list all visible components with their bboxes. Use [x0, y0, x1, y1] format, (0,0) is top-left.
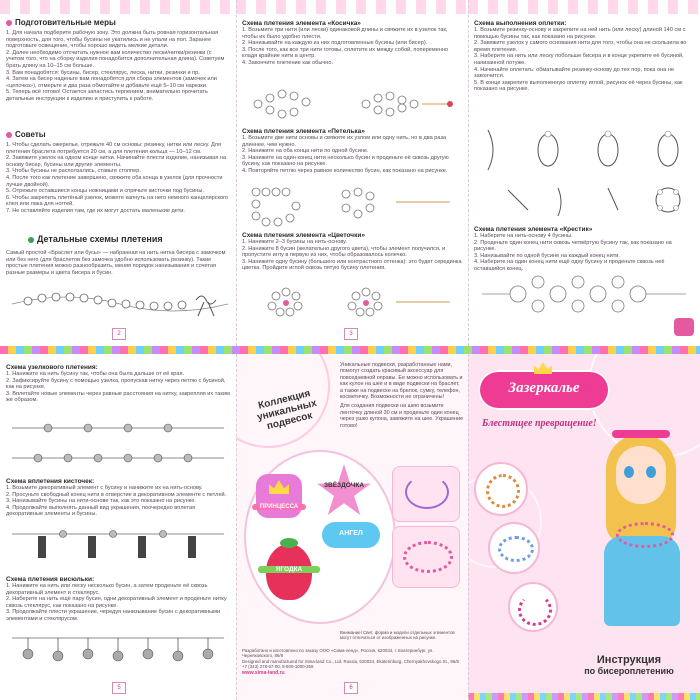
- pendant-item-1: 1. Нанижите на нить или леску несколько бусин, а затем проденьте её сквозь декоративный элемент и стеклярус.: [6, 583, 208, 596]
- tip-item-6: 6. Чтобы закрепить плетёный узелок, можете капнуть на него немного канцелярского клея или лака для ногтей.: [6, 194, 229, 208]
- bracelet-diagram: [8, 282, 232, 324]
- manufacturer-block: [242, 640, 464, 676]
- cross-title: Схема плетения элемента «Крестик»: [474, 226, 593, 233]
- fold-line: [468, 0, 469, 346]
- pendant-section: [6, 576, 230, 623]
- photo-necklaces: [508, 582, 558, 632]
- prep-title-text: Подготовительные меры: [15, 18, 116, 27]
- photo-bracelets: [488, 522, 540, 574]
- tip-item-1: 1. Чтобы сделать ожерелье, отрежьте 40 см основы: резинку, нитки или леску. Для плетения браслета потребуется 20 см, а для плетения кольца — 10–12 см.: [6, 142, 222, 155]
- flower-diagram: [246, 282, 458, 322]
- manufacturer-text: Разработано и изготовлено по заказу ООО «Сима-ленд», Россия, 620034, г. Екатеринбург, ул. Черняховского, 86/8: [242, 648, 434, 659]
- flower-icon: [6, 20, 12, 26]
- page-number: 3: [344, 328, 358, 340]
- prep-item-3: 3. Вам понадобятся: бусины, бисер, стеклярус, леска, нитки, резинки и пр.: [6, 69, 200, 76]
- warning-text: Внимание! Свет, форма и модели отдельных элементов могут отличаться от изображенных на рисунке.: [340, 630, 455, 641]
- loop-section: [242, 128, 462, 175]
- tips-title: [6, 130, 230, 139]
- strawberry-label: ЯГОДКА: [258, 566, 320, 573]
- page-knot-tassel-pendant: [0, 354, 236, 700]
- doll-face: [616, 446, 666, 504]
- pendant-item-2: 2. Наберите на нить ещё пару бусин, одни декоративный элемент и проденьте нитку сквозь стеклярус, как показано на рисунке.: [6, 596, 227, 609]
- knot-diagram: [8, 414, 228, 474]
- wrap-diagram: [478, 120, 690, 220]
- wrap-item-1: 1. Возьмите резинку-основу и закрепите на ней нить (или леску) длиной 140 см с помощью бусины так, как показано на рисунке.: [474, 27, 686, 40]
- loop-title: Схема плетения элемента «Петелька»: [242, 128, 365, 135]
- collection-title-text: Коллекция уникальных подвесок: [256, 388, 318, 433]
- flower-title: Схема плетения элемента «Цветочки»: [242, 232, 365, 239]
- cover-subtitle: [564, 654, 694, 676]
- tassel-section: [6, 478, 230, 518]
- pendant-princess: [256, 474, 302, 528]
- brand-logo-badge: [478, 370, 610, 410]
- subtitle-line-1: Инструкция: [596, 654, 662, 666]
- leaf-icon: [280, 538, 298, 548]
- instruction-text: Для создания подвески на шею возьмите ленточку длиной 30 см и проденьте один конец через ушко кулона, завяжите на шее. Украшение готово!: [340, 403, 464, 429]
- doll-headband: [612, 430, 670, 438]
- pendant-diagram: [8, 626, 228, 676]
- photo-bracelet: [392, 526, 460, 588]
- flower-item-3: 3. Нанижите одну бусину (большего или контрастного оттенка): это будет серединка цветка. Пройдите иглой сквозь пятую бусину плетения.: [242, 258, 462, 272]
- crown-icon: [534, 362, 552, 374]
- page-pendant-collection: [236, 354, 468, 700]
- loop-item-2: 2. Нанижите на оба конца нити по одной бусине.: [242, 148, 369, 155]
- braid-item-3: 3. После того, как все три нити готовы, сплетите их между собой, попеременно кладя крайние нити в центр.: [242, 46, 449, 60]
- page-wrap-cross: [468, 0, 700, 346]
- flower-icon: [6, 132, 12, 138]
- knot-section: [6, 364, 230, 404]
- fold-line: [468, 354, 469, 700]
- wrap-item-4: 4. Начинайте оплетать: обматывайте резинку-основу до тех пор, пока она не закончится.: [474, 66, 675, 80]
- prep-section: [6, 18, 230, 103]
- page-top-stripe: [236, 0, 468, 14]
- detail-title: [28, 234, 232, 244]
- fold-line: [236, 354, 237, 700]
- princess-label: ПРИНЦЕССА: [252, 504, 306, 510]
- flower-item-1: 1. Нанижите 2–3 бусины на нить-основу.: [242, 239, 347, 245]
- flower-item-2: 2. Нанижите 8 бусин (желательно другого цвета), чтобы элемент получился, и пропустите иглу в первую из них, чтобы образовалось колечко.: [242, 245, 446, 259]
- page-cover: [468, 354, 700, 700]
- fold-stripe: [0, 346, 700, 354]
- braid-title: Схема плетения элемента «Косичка»: [242, 20, 361, 27]
- page-number: 6: [344, 682, 358, 694]
- wrap-item-2: 2. Завяжите узелок у самого основания нити для того, чтобы она не скользила во время плетения.: [474, 40, 687, 53]
- loop-diagram: [246, 184, 458, 228]
- wrap-item-3: 3. Наберите на нить или леску побольше бисера и в конце укрепите её бусиной, нанизанной потуже.: [474, 53, 684, 66]
- tassel-item-2: 2. Просуньте свободный конец нити в отверстие в декоративном элементе с петлей.: [6, 491, 227, 498]
- bead-illustration: [518, 594, 552, 626]
- angel-label: АНГЕЛ: [339, 530, 363, 537]
- necklace-illustration: [405, 475, 449, 509]
- wrap-section: [474, 20, 694, 93]
- cross-item-1: 1. Наберите на нить-основу 4 бусины.: [474, 233, 573, 239]
- braid-item-4: 4. Закончите плетение как обычно.: [242, 59, 334, 66]
- loop-item-3: 3. Нанижите на один конец нити несколько бусин и проденьте её сквозь другую бусину, как показано на рисунке.: [242, 154, 449, 168]
- cross-item-2: 2. Проденьте один конец нити сквозь четвёртую бусину так, как показано на рисунке.: [474, 239, 672, 253]
- tassel-title: Схема вплетения кисточек:: [6, 478, 95, 485]
- brand-logo-text: Зазеркалье: [508, 380, 580, 396]
- doll-necklace: [616, 522, 674, 548]
- crown-icon: [674, 318, 694, 336]
- cover-bottom-stripe: [468, 693, 700, 700]
- loop-item-4: 4. Повторяйте петлю через равное количество бусин, как показано на рисунке.: [242, 167, 448, 174]
- knot-title: Схема узелкового плетения:: [6, 364, 98, 371]
- star-label: ЗВЁЗДОЧКА: [323, 482, 365, 489]
- tip-item-2: 2. Завяжите узелок на одном конце нитки. Начинайте плести изделие, нанизывая на основу бисер, бусины или другие элементы.: [6, 155, 227, 168]
- tips-section: [6, 130, 230, 215]
- intro-block: [340, 362, 464, 429]
- braid-item-1: 1. Возьмите три нити (или лески) одинаковой длины и свяжите их в узелок так, чтобы их было удобно плести.: [242, 27, 448, 40]
- photo-bead-set: [474, 462, 528, 516]
- detail-section: [28, 234, 232, 244]
- page-top-stripe: [0, 0, 236, 14]
- designed-text: Designed and manufactured for Sima-land Co., Ltd. Russia, 620034, Ekaterinburg, Chernyakhovskogo St., 86/8: [242, 658, 459, 664]
- knot-item-1: 1. Нанижите на нить бусину так, чтобы она была дальше от её края.: [6, 371, 185, 377]
- bead-illustration: [486, 474, 520, 508]
- wrap-item-5: 5. В конце закрепите выполненную оплетку иглой, рисунок её через бусины, как показано на рисунке.: [474, 79, 683, 93]
- braid-diagram: [246, 84, 458, 124]
- page-top-stripe: [468, 0, 700, 14]
- bead-illustration: [498, 536, 534, 562]
- braid-section: [242, 20, 462, 67]
- cross-section: [474, 226, 694, 273]
- slogan: Блестящее превращение!: [482, 418, 597, 429]
- prep-item-5: 5. Теперь всё готово! Остается запастись терпением, внимательно прочитать детальные инструкции к изделию и приступить к работе.: [6, 89, 208, 102]
- braid-item-2: 2. Нанизывайте на каждую из них подготовленные бусины (или бисер).: [242, 40, 428, 47]
- prep-item-1: 1. Для начала подберите рабочую зону. Это должна быть ровная горизонтальная поверхность, для того, чтобы бусины не укатились и не упали на пол. Заранее подготовьте освещение, чтобы хорошо видеть мелкие детали.: [6, 30, 219, 50]
- doll-illustration: [584, 426, 694, 656]
- tip-item-3: 3. Чтобы бусины не расползались, ставьте стоппер.: [6, 168, 141, 175]
- phone-text: +7 (343) 278-67-00, 8-800-1000-266: [242, 664, 314, 670]
- knot-item-2: 2. Зафиксируйте бусину с помощью узелка, пропускав нитку через петлю с бусиной, как на рисунке.: [6, 377, 226, 391]
- knot-item-3: 3. Вплетайте новые элементы через равные расстояния на нитку, закрепляя их таким же образом.: [6, 390, 230, 404]
- bracelet-illustration: [403, 541, 453, 573]
- tips-title-text: Советы: [15, 130, 46, 139]
- photo-necklace: [392, 466, 460, 522]
- prep-title: [6, 18, 230, 27]
- tip-item-4: 4. После того как плетение завершено, свяжите оба конца в узелок (для прочности лучше двойной).: [6, 174, 223, 188]
- tassel-diagram: [8, 524, 228, 568]
- leaf-icon: [28, 237, 34, 243]
- intro-text: Уникальные подвески, разработанные нами, помогут создать красивый аксессуар для повседневной оправы. Ее можно использовать и как кулон на шее и в виде подвески на браслет, а также на подвеске на брелок, сумку, телефон, косметичку. Возможности не ограничены!: [340, 362, 463, 401]
- cross-item-3: 3. Нанизывайте по одной бусине на каждый конец нити.: [474, 252, 620, 259]
- tip-item-5: 5. Отрежьте оставшиеся концы ножницами и спрячьте кисточки под бусины.: [6, 188, 204, 195]
- detail-text: Самый простой «Браслет или бусы» — набранная на нить нитка бисера с замочком или без него (для браслетов без замочка удобно использовать резинку). Такие простые плетения можно разнообразить, меняя порядок нанизывания и сочетая разные размеры и цвета бисера и бусин.: [6, 250, 226, 276]
- pendant-title: Схема плетения висюльки:: [6, 576, 95, 583]
- website-link[interactable]: www.sima-land.ru: [242, 669, 285, 676]
- doll-eye: [646, 466, 656, 478]
- detail-title-text: Детальные схемы плетения: [37, 234, 163, 244]
- page-number: 5: [112, 682, 126, 694]
- doll-dress: [604, 536, 680, 626]
- fold-line: [236, 0, 237, 346]
- tassel-item-3: 3. Нанизывайте бусины на нити-основе так, как это показано на рисунке.: [6, 498, 196, 505]
- tassel-item-1: 1. Возьмите декоративный элемент с бусину и нанижите их на нить-основу.: [6, 485, 203, 491]
- page-number: 2: [112, 328, 126, 340]
- subtitle-line-2: по бисероплетению: [584, 666, 674, 676]
- page-braid-loop-flower: [236, 0, 468, 346]
- wrap-title: Схема выполнения оплетки:: [474, 20, 567, 27]
- pendant-item-3: 3. Продолжайте плести украшение, чередуя нанизывание бусин с декоративными элементами и стеклярусом.: [6, 609, 221, 622]
- doll-eye: [624, 466, 634, 478]
- tassel-item-4: 4. Продолжайте выполнять данный вид украшения, поочередно вплетая декоративные элементы и бусины.: [6, 504, 196, 518]
- page-preparation: [0, 0, 236, 346]
- cross-diagram: [478, 270, 690, 320]
- tip-item-7: 7. Не оставляйте изделия там, где их могут достать маленькие дети.: [6, 207, 185, 214]
- prep-item-4: 4. Затем на бисер наденьте вам понадобятся для сбора элементов (замочек или «цепочка»), отмерьте и два раза обмотайте и добавьте ещё 5–10 см нарезки.: [6, 76, 217, 89]
- cross-item-4: 4. Наберите на один конец нити ещё одну бусину и проденьте сквозь неё оставшийся конец.: [474, 259, 665, 272]
- prep-item-2: 2. Далее необходимо отсчитать нужное вам количество лески/нитки/резинки (с учетом того, что на сборку изделия понадобится дополнительная длина). Советуем брать длину на 10–15 см больше.: [6, 49, 225, 69]
- flower-section: [242, 232, 462, 272]
- loop-item-1: 1. Возьмите две нити основы и свяжите их узлом или одну нить, но в два раза длиннее, чем нужно.: [242, 135, 447, 148]
